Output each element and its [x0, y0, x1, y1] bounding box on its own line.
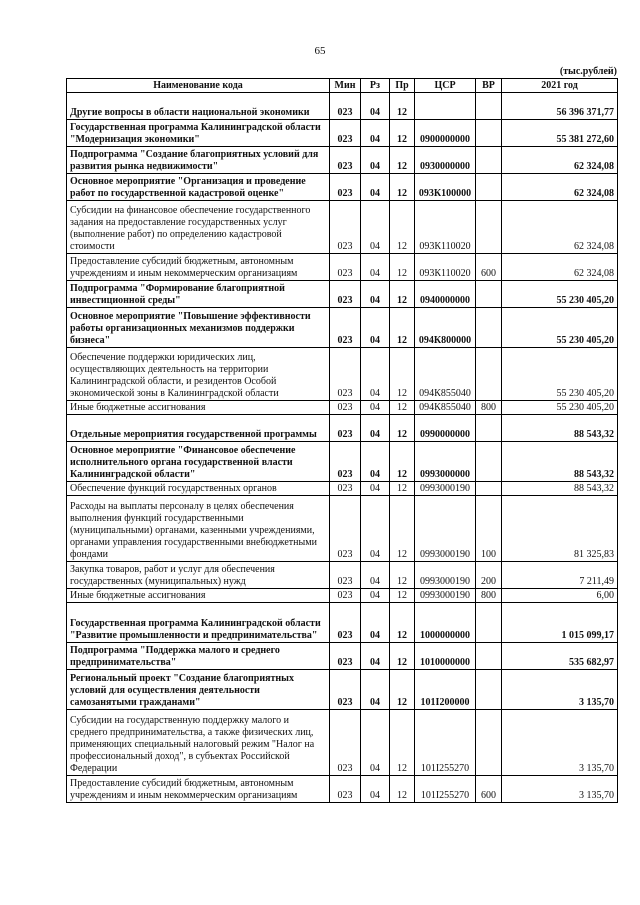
header-pr: Пр: [390, 79, 415, 93]
cell-vr: [476, 643, 502, 670]
cell-rz: 04: [361, 401, 390, 415]
cell-min: 023: [330, 670, 361, 710]
cell-csr: 093К110020: [415, 201, 476, 254]
cell-name: Иные бюджетные ассигнования: [67, 401, 330, 415]
cell-rz: 04: [361, 442, 390, 482]
cell-amount: 3 135,70: [502, 776, 618, 803]
cell-amount: 62 324,08: [502, 201, 618, 254]
cell-rz: 04: [361, 776, 390, 803]
cell-csr: 1010000000: [415, 643, 476, 670]
cell-rz: 04: [361, 308, 390, 348]
table-row: [67, 147, 618, 174]
cell-pr: 12: [390, 670, 415, 710]
cell-min: 023: [330, 120, 361, 147]
cell-vr: 100: [476, 496, 502, 562]
table-row: [67, 254, 618, 281]
cell-amount: 81 325,83: [502, 496, 618, 562]
cell-name: Субсидии на государственную поддержку малого и среднего предпринимательства, а также физических лиц, применяющих специальный налоговый режим "Налог на профессиональный доход", в субъектах Российской Федерации: [67, 710, 330, 776]
cell-csr: 094К855040: [415, 348, 476, 401]
cell-name: Подпрограмма "Создание благоприятных условий для развития рынка недвижимости": [67, 147, 330, 174]
cell-min: 023: [330, 643, 361, 670]
cell-rz: 04: [361, 93, 390, 120]
cell-rz: 04: [361, 710, 390, 776]
cell-pr: 12: [390, 348, 415, 401]
table-row: [67, 643, 618, 670]
header-row: [67, 79, 618, 93]
budget-table: [66, 78, 618, 803]
cell-amount: 62 324,08: [502, 147, 618, 174]
cell-rz: 04: [361, 201, 390, 254]
cell-amount: 3 135,70: [502, 710, 618, 776]
cell-csr: 0993000190: [415, 482, 476, 496]
cell-name: Другие вопросы в области национальной экономики: [67, 93, 330, 120]
cell-csr: 1000000000: [415, 603, 476, 643]
cell-min: 023: [330, 776, 361, 803]
cell-name: Региональный проект "Создание благоприятных условий для осуществления деятельности самозанятыми гражданами": [67, 670, 330, 710]
header-csr: ЦСР: [415, 79, 476, 93]
cell-name: Основное мероприятие "Финансовое обеспечение исполнительного органа государственной власти Калининградской области": [67, 442, 330, 482]
cell-name: Иные бюджетные ассигнования: [67, 589, 330, 603]
cell-rz: 04: [361, 562, 390, 589]
cell-min: 023: [330, 147, 361, 174]
cell-min: 023: [330, 174, 361, 201]
cell-amount: 535 682,97: [502, 643, 618, 670]
cell-csr: 101I200000: [415, 670, 476, 710]
table-row: [67, 415, 618, 442]
cell-vr: 600: [476, 254, 502, 281]
cell-vr: [476, 482, 502, 496]
header-min: Мин: [330, 79, 361, 93]
cell-rz: 04: [361, 643, 390, 670]
table-row: [67, 442, 618, 482]
cell-name: Государственная программа Калининградской области "Модернизация экономики": [67, 120, 330, 147]
cell-name: Расходы на выплаты персоналу в целях обеспечения выполнения функций государственными (муниципальными) органами, казенными учреждениями, органами управления государственными внебюджетными фондами: [67, 496, 330, 562]
cell-min: 023: [330, 496, 361, 562]
cell-name: Подпрограмма "Формирование благоприятной инвестиционной среды": [67, 281, 330, 308]
cell-amount: 3 135,70: [502, 670, 618, 710]
cell-rz: 04: [361, 348, 390, 401]
cell-csr: [415, 93, 476, 120]
cell-pr: 12: [390, 776, 415, 803]
cell-amount: 55 230 405,20: [502, 348, 618, 401]
cell-pr: 12: [390, 643, 415, 670]
cell-name: Основное мероприятие "Повышение эффективности работы организационных механизмов поддержки бизнеса": [67, 308, 330, 348]
cell-csr: 0993000190: [415, 589, 476, 603]
cell-amount: 88 543,32: [502, 442, 618, 482]
cell-amount: 7 211,49: [502, 562, 618, 589]
cell-min: 023: [330, 442, 361, 482]
cell-name: Отдельные мероприятия государственной программы: [67, 415, 330, 442]
cell-rz: 04: [361, 415, 390, 442]
cell-rz: 04: [361, 120, 390, 147]
cell-vr: 800: [476, 589, 502, 603]
cell-amount: 56 396 371,77: [502, 93, 618, 120]
cell-name: Закупка товаров, работ и услуг для обеспечения государственных (муниципальных) нужд: [67, 562, 330, 589]
cell-pr: 12: [390, 93, 415, 120]
table-row: [67, 482, 618, 496]
cell-amount: 62 324,08: [502, 174, 618, 201]
cell-csr: 093К110020: [415, 254, 476, 281]
cell-vr: [476, 174, 502, 201]
cell-vr: [476, 415, 502, 442]
cell-rz: 04: [361, 670, 390, 710]
cell-pr: 12: [390, 562, 415, 589]
cell-amount: 88 543,32: [502, 482, 618, 496]
table-row: [67, 496, 618, 562]
cell-min: 023: [330, 93, 361, 120]
cell-pr: 12: [390, 482, 415, 496]
cell-csr: 0993000190: [415, 562, 476, 589]
table-row: [67, 603, 618, 643]
cell-name: Субсидии на финансовое обеспечение государственного задания на предоставление государственных услуг (выполнение работ) по определению кадастровой стоимости: [67, 201, 330, 254]
cell-pr: 12: [390, 589, 415, 603]
cell-min: 023: [330, 603, 361, 643]
cell-pr: 12: [390, 401, 415, 415]
table-row: [67, 201, 618, 254]
header-vr: ВР: [476, 79, 502, 93]
table-row: [67, 174, 618, 201]
cell-csr: 101I255270: [415, 776, 476, 803]
cell-csr: 101I255270: [415, 710, 476, 776]
cell-vr: [476, 120, 502, 147]
cell-pr: 12: [390, 201, 415, 254]
cell-csr: 0900000000: [415, 120, 476, 147]
table-row: [67, 710, 618, 776]
cell-pr: 12: [390, 120, 415, 147]
cell-amount: 6,00: [502, 589, 618, 603]
cell-csr: 0930000000: [415, 147, 476, 174]
cell-name: Подпрограмма "Поддержка малого и среднего предпринимательства": [67, 643, 330, 670]
cell-pr: 12: [390, 496, 415, 562]
cell-amount: 55 381 272,60: [502, 120, 618, 147]
cell-min: 023: [330, 201, 361, 254]
cell-name: Обеспечение функций государственных органов: [67, 482, 330, 496]
cell-rz: 04: [361, 603, 390, 643]
cell-pr: 12: [390, 308, 415, 348]
cell-rz: 04: [361, 281, 390, 308]
cell-csr: 094К855040: [415, 401, 476, 415]
page-number: 65: [314, 45, 326, 57]
cell-amount: 1 015 099,17: [502, 603, 618, 643]
cell-amount: 55 230 405,20: [502, 401, 618, 415]
cell-amount: 62 324,08: [502, 254, 618, 281]
cell-vr: [476, 93, 502, 120]
cell-min: 023: [330, 401, 361, 415]
table-row: [67, 348, 618, 401]
cell-amount: 55 230 405,20: [502, 308, 618, 348]
cell-csr: 094К800000: [415, 308, 476, 348]
cell-name: Предоставление субсидий бюджетным, автономным учреждениям и иным некоммерческим организациям: [67, 776, 330, 803]
cell-name: Основное мероприятие "Организация и проведение работ по государственной кадастровой оценке": [67, 174, 330, 201]
cell-min: 023: [330, 348, 361, 401]
cell-name: Обеспечение поддержки юридических лиц, осуществляющих деятельность на территории Калининградской области, и резидентов Особой экономической зоны в Калининградской области: [67, 348, 330, 401]
cell-name: Предоставление субсидий бюджетным, автономным учреждениям и иным некоммерческим организациям: [67, 254, 330, 281]
table-row: [67, 93, 618, 120]
cell-pr: 12: [390, 254, 415, 281]
cell-vr: [476, 308, 502, 348]
table-row: [67, 562, 618, 589]
table-row: [67, 589, 618, 603]
cell-rz: 04: [361, 254, 390, 281]
cell-pr: 12: [390, 710, 415, 776]
cell-csr: 0940000000: [415, 281, 476, 308]
cell-vr: [476, 147, 502, 174]
cell-pr: 12: [390, 603, 415, 643]
header-year: 2021 год: [502, 79, 618, 93]
cell-csr: 0993000190: [415, 496, 476, 562]
cell-pr: 12: [390, 147, 415, 174]
cell-csr: 093К100000: [415, 174, 476, 201]
cell-vr: [476, 710, 502, 776]
table-row: [67, 120, 618, 147]
cell-vr: [476, 281, 502, 308]
table-row: [67, 670, 618, 710]
cell-vr: [476, 442, 502, 482]
cell-rz: 04: [361, 174, 390, 201]
cell-csr: 0993000000: [415, 442, 476, 482]
cell-pr: 12: [390, 281, 415, 308]
cell-min: 023: [330, 562, 361, 589]
cell-pr: 12: [390, 174, 415, 201]
cell-amount: 55 230 405,20: [502, 281, 618, 308]
cell-vr: [476, 348, 502, 401]
table-row: [67, 308, 618, 348]
cell-min: 023: [330, 710, 361, 776]
cell-rz: 04: [361, 589, 390, 603]
cell-min: 023: [330, 308, 361, 348]
units-label: (тыс.рублей): [559, 66, 617, 77]
cell-min: 023: [330, 281, 361, 308]
cell-vr: 200: [476, 562, 502, 589]
cell-pr: 12: [390, 415, 415, 442]
cell-rz: 04: [361, 482, 390, 496]
cell-rz: 04: [361, 147, 390, 174]
cell-pr: 12: [390, 442, 415, 482]
table-row: [67, 401, 618, 415]
cell-min: 023: [330, 254, 361, 281]
cell-min: 023: [330, 589, 361, 603]
cell-csr: 0990000000: [415, 415, 476, 442]
cell-vr: [476, 670, 502, 710]
header-rz: Рз: [361, 79, 390, 93]
cell-min: 023: [330, 415, 361, 442]
cell-min: 023: [330, 482, 361, 496]
cell-vr: 800: [476, 401, 502, 415]
header-name: Наименование кода: [67, 79, 330, 93]
cell-vr: 600: [476, 776, 502, 803]
table-row: [67, 776, 618, 803]
cell-name: Государственная программа Калининградской области "Развитие промышленности и предпринимательства": [67, 603, 330, 643]
cell-vr: [476, 603, 502, 643]
cell-vr: [476, 201, 502, 254]
cell-rz: 04: [361, 496, 390, 562]
cell-amount: 88 543,32: [502, 415, 618, 442]
table-row: [67, 281, 618, 308]
